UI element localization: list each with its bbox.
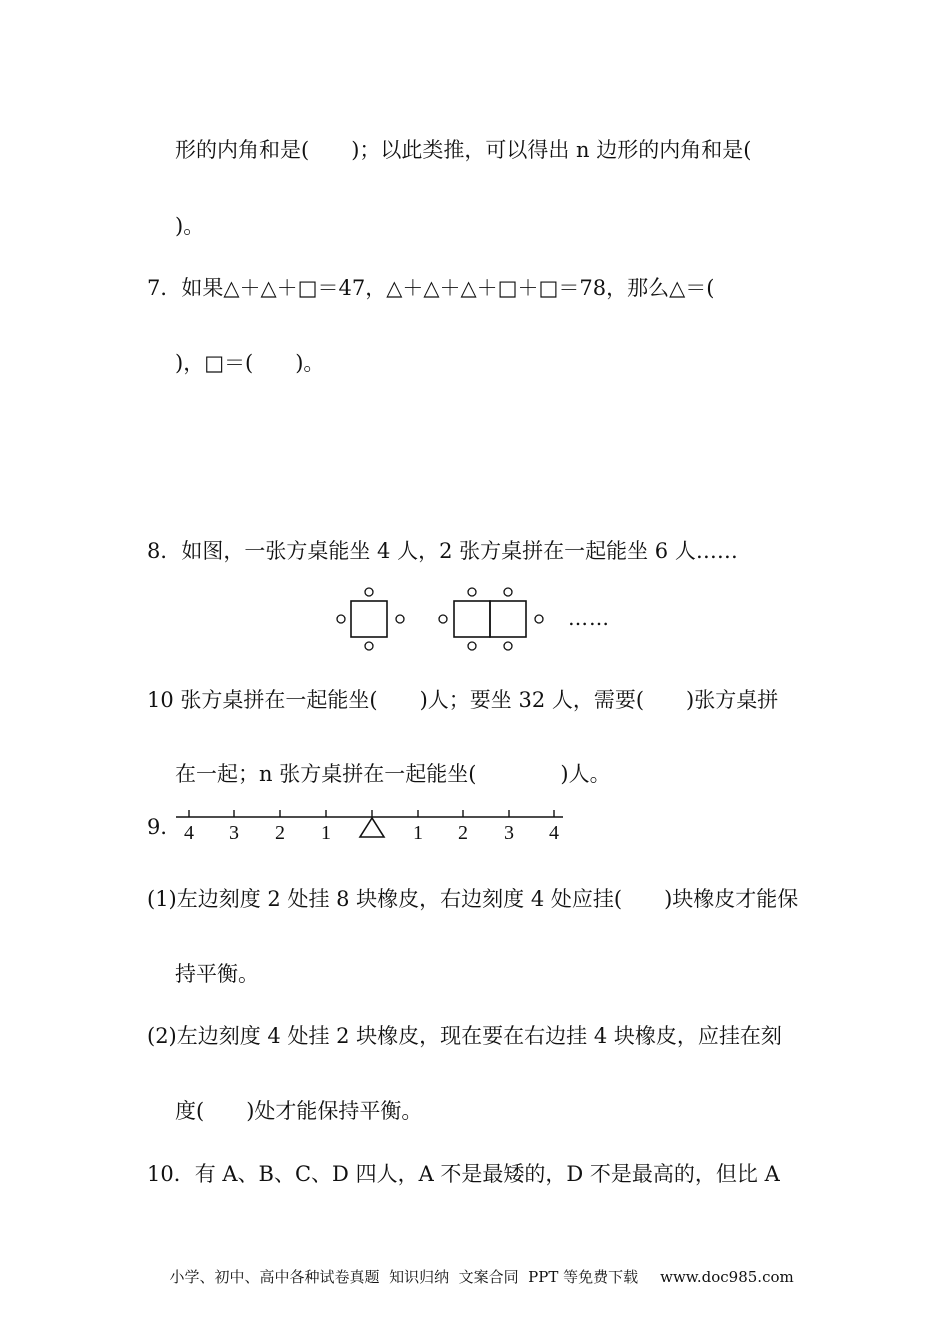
scale-label-left-3: 3 bbox=[229, 822, 239, 844]
balance-scale bbox=[170, 806, 570, 846]
double-table bbox=[439, 588, 543, 650]
scale-label-left-1: 1 bbox=[321, 822, 331, 844]
seat-top-1 bbox=[365, 588, 373, 596]
scale-label-right-1: 1 bbox=[413, 822, 423, 844]
page-footer bbox=[160, 1244, 794, 1288]
seat-top-2a bbox=[468, 588, 476, 596]
seat-left-2 bbox=[439, 615, 447, 623]
seat-bottom-2a bbox=[468, 642, 476, 650]
seat-bottom-2b bbox=[504, 642, 512, 650]
scale-label-right-2: 2 bbox=[458, 822, 468, 844]
q6-line-2: )。 bbox=[175, 214, 205, 238]
scale-label-left-2: 2 bbox=[275, 822, 285, 844]
fulcrum-triangle bbox=[360, 818, 384, 837]
table-square-2b bbox=[490, 601, 526, 637]
q9-part1-line-1: (1)左边刻度 2 处挂 8 块橡皮，右边刻度 4 处应挂( )块橡皮才能保 bbox=[147, 887, 799, 911]
scale-label-left-4: 4 bbox=[184, 822, 194, 844]
footer-text: 小学、初中、高中各种试卷真题 知识归纳 文案合同 PPT 等免费下载 bbox=[169, 1268, 639, 1286]
seat-right-2 bbox=[535, 615, 543, 623]
q10-line-1: 10．有 A、B、C、D 四人，A 不是最矮的，D 不是最高的，但比 A bbox=[147, 1162, 780, 1186]
seat-top-2b bbox=[504, 588, 512, 596]
seat-bottom-1 bbox=[365, 642, 373, 650]
q9-part2-line-2: 度( )处才能保持平衡。 bbox=[175, 1099, 423, 1123]
single-table bbox=[337, 588, 404, 650]
footer-url[interactable]: www.doc985.com bbox=[660, 1268, 794, 1286]
q9-number: 9． bbox=[147, 815, 182, 839]
tables-figure bbox=[330, 584, 550, 654]
scale-label-right-4: 4 bbox=[549, 822, 559, 844]
q8-line-2: 10 张方桌拼在一起能坐( )人；要坐 32 人，需要( )张方桌拼 bbox=[147, 688, 779, 712]
seat-right-1 bbox=[396, 615, 404, 623]
q8-line-1: 8．如图，一张方桌能坐 4 人，2 张方桌拼在一起能坐 6 人…… bbox=[147, 539, 738, 563]
table-square-1 bbox=[351, 601, 387, 637]
q6-line-1: 形的内角和是( )；以此类推，可以得出 n 边形的内角和是( bbox=[175, 138, 752, 162]
q9-part1-line-2: 持平衡。 bbox=[175, 962, 259, 986]
table-square-2a bbox=[454, 601, 490, 637]
q9-part2-line-1: (2)左边刻度 4 处挂 2 块橡皮，现在要在右边挂 4 块橡皮，应挂在刻 bbox=[147, 1024, 782, 1048]
q8-line-3: 在一起；n 张方桌拼在一起能坐( )人。 bbox=[175, 762, 611, 786]
scale-label-right-3: 3 bbox=[504, 822, 514, 844]
q7-line-2: )，□＝( )。 bbox=[175, 351, 325, 375]
seat-left-1 bbox=[337, 615, 345, 623]
q7-line-1: 7．如果△＋△＋□＝47，△＋△＋△＋□＋□＝78，那么△＝( bbox=[147, 276, 715, 300]
figure-ellipsis: …… bbox=[568, 606, 610, 630]
